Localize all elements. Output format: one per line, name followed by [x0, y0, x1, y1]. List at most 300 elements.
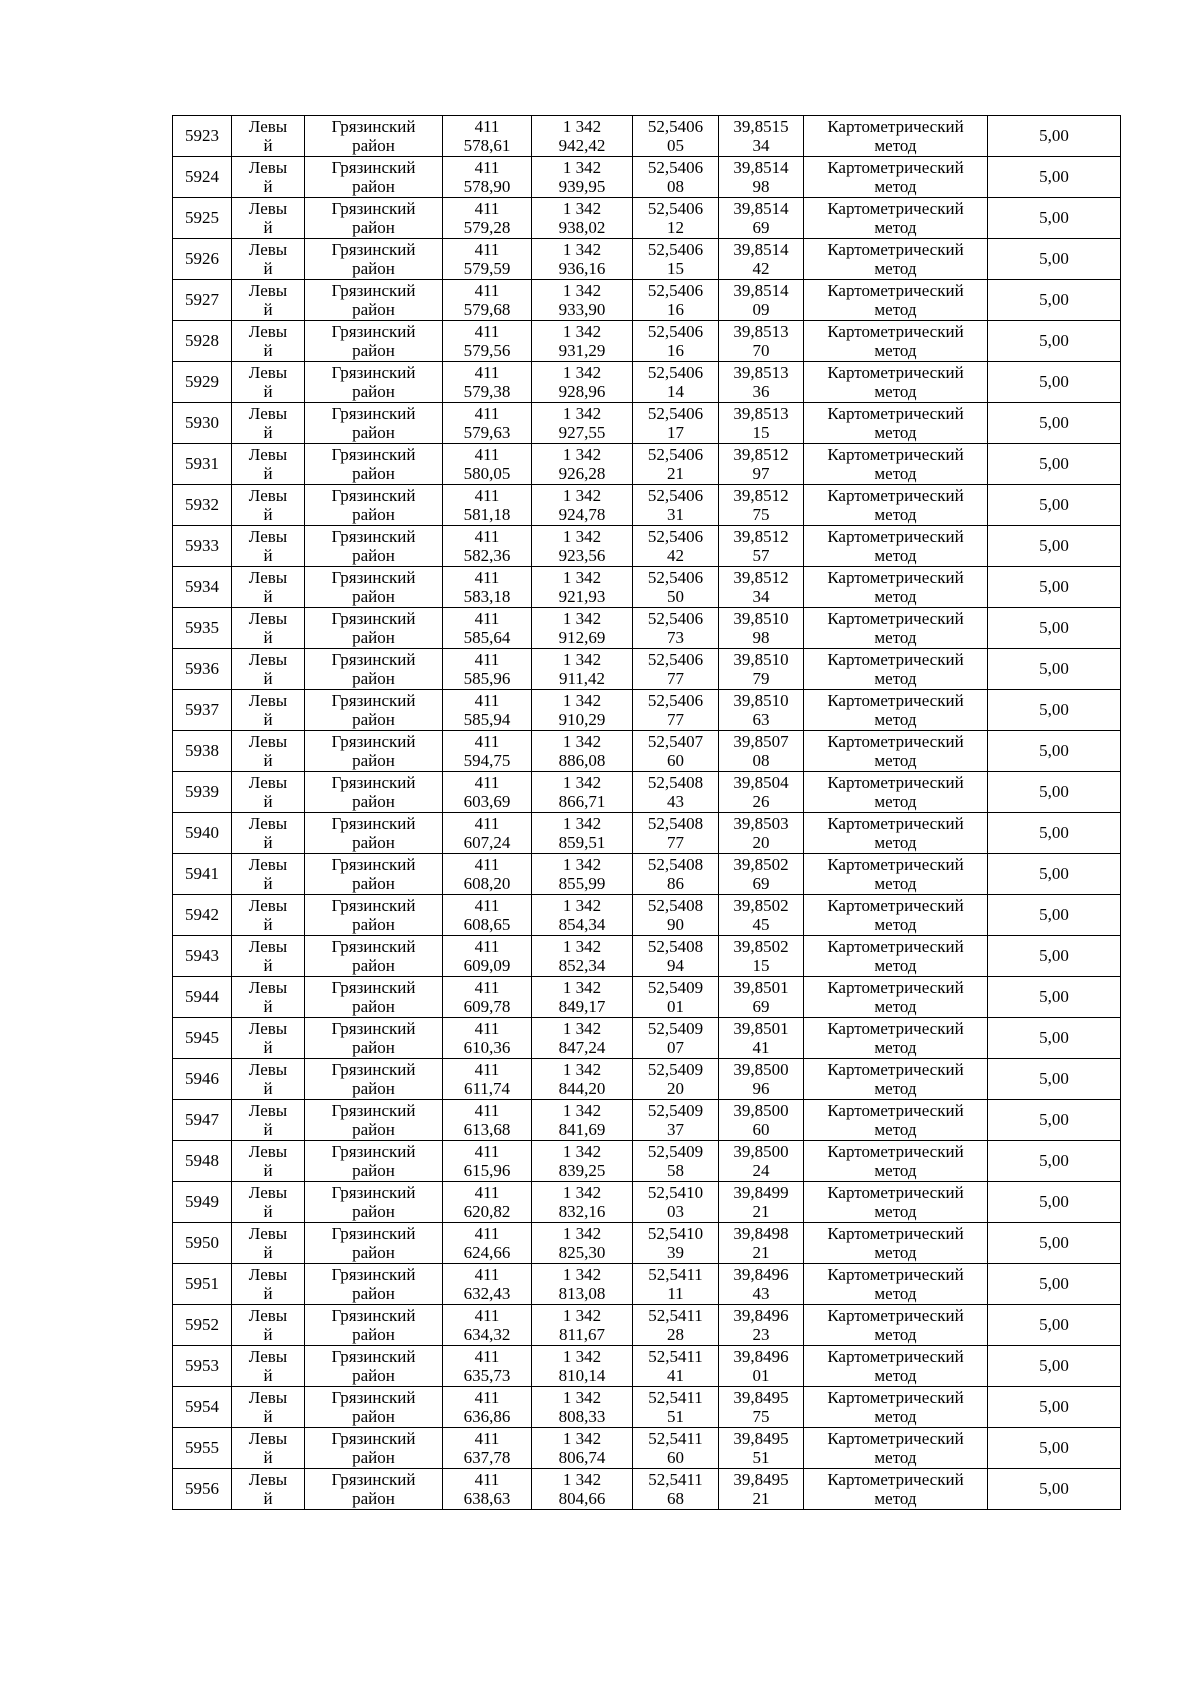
side-cell: [232, 362, 305, 403]
method-cell: [804, 731, 988, 772]
method-text: метод: [874, 1161, 917, 1180]
y-coordinate-text: 1 342: [562, 895, 602, 915]
latitude-text: 77: [667, 669, 684, 688]
accuracy-text: 5,00: [1039, 1151, 1069, 1171]
y-coordinate-text: 841,69: [558, 1120, 606, 1139]
y-coordinate-text: 1 342: [562, 854, 602, 874]
side-cell: [232, 1469, 305, 1510]
method-cell: [804, 854, 988, 895]
latitude-text: 52,5406: [647, 403, 704, 423]
longitude-text: 36: [752, 382, 770, 401]
district-text: район: [352, 997, 395, 1016]
y-coordinate-cell: [532, 567, 633, 608]
x-coordinate-text: 594,75: [463, 751, 511, 770]
accuracy-text: 5,00: [1039, 659, 1069, 679]
method-cell: [804, 321, 988, 362]
side-cell: [232, 731, 305, 772]
longitude-cell: [719, 116, 804, 157]
latitude-text: 52,5409: [647, 1141, 704, 1161]
district-cell: [305, 854, 443, 895]
district-text: район: [352, 136, 395, 155]
side-cell: [232, 690, 305, 731]
district-cell: [305, 444, 443, 485]
method-text: Картометрический: [827, 280, 964, 300]
district-text: район: [352, 546, 395, 565]
longitude-cell: [719, 1469, 804, 1510]
latitude-cell: [633, 485, 719, 526]
accuracy-cell: [988, 854, 1121, 895]
y-coordinate-text: 912,69: [558, 628, 606, 647]
district-cell: [305, 280, 443, 321]
longitude-text: 39,8503: [733, 813, 789, 833]
latitude-text: 42: [667, 546, 684, 565]
side-text: Левы: [248, 772, 288, 792]
district-text: район: [352, 1448, 395, 1467]
latitude-cell: [633, 1100, 719, 1141]
method-text: Картометрический: [827, 567, 964, 587]
side-text: й: [263, 956, 273, 975]
x-coordinate-cell: [443, 198, 532, 239]
latitude-cell: [633, 403, 719, 444]
accuracy-cell: [988, 1223, 1121, 1264]
accuracy-text: 5,00: [1039, 208, 1069, 228]
district-text: Грязинский: [331, 198, 416, 218]
point-number-text: 5956: [185, 1479, 219, 1499]
side-text: Левы: [248, 1428, 288, 1448]
x-coordinate-cell: [443, 321, 532, 362]
latitude-cell: [633, 854, 719, 895]
latitude-text: 52,5406: [647, 567, 704, 587]
y-coordinate-text: 1 342: [562, 1264, 602, 1284]
point-number-cell: [173, 690, 232, 731]
point-number-cell: [173, 321, 232, 362]
longitude-text: 39,8501: [733, 1018, 789, 1038]
y-coordinate-cell: [532, 977, 633, 1018]
longitude-text: 39,8514: [733, 198, 789, 218]
method-cell: [804, 567, 988, 608]
x-coordinate-text: 611,74: [463, 1079, 511, 1098]
latitude-text: 41: [667, 1366, 684, 1385]
y-coordinate-cell: [532, 1469, 633, 1510]
y-coordinate-text: 1 342: [562, 690, 602, 710]
method-text: метод: [874, 218, 917, 237]
side-text: Левы: [248, 1059, 288, 1079]
district-cell: [305, 731, 443, 772]
district-cell: [305, 1469, 443, 1510]
side-text: й: [263, 1161, 273, 1180]
y-coordinate-cell: [532, 116, 633, 157]
method-text: метод: [874, 423, 917, 442]
longitude-text: 39,8512: [733, 444, 789, 464]
x-coordinate-text: 411: [474, 239, 500, 259]
longitude-text: 21: [752, 1243, 770, 1262]
latitude-text: 52,5410: [647, 1223, 704, 1243]
point-number-cell: [173, 1428, 232, 1469]
longitude-cell: [719, 403, 804, 444]
accuracy-text: 5,00: [1039, 905, 1069, 925]
point-number-text: 5945: [185, 1028, 219, 1048]
longitude-text: 97: [752, 464, 770, 483]
side-text: й: [263, 259, 273, 278]
side-text: й: [263, 628, 273, 647]
accuracy-text: 5,00: [1039, 946, 1069, 966]
side-cell: [232, 1223, 305, 1264]
side-cell: [232, 649, 305, 690]
point-number-cell: [173, 1264, 232, 1305]
method-text: метод: [874, 1243, 917, 1262]
side-text: й: [263, 136, 273, 155]
district-cell: [305, 690, 443, 731]
y-coordinate-text: 938,02: [558, 218, 606, 237]
y-coordinate-text: 1 342: [562, 1223, 602, 1243]
point-number-text: 5935: [185, 618, 219, 638]
accuracy-text: 5,00: [1039, 782, 1069, 802]
accuracy-cell: [988, 608, 1121, 649]
point-number-text: 5930: [185, 413, 219, 433]
district-text: район: [352, 669, 395, 688]
y-coordinate-text: 910,29: [558, 710, 606, 729]
accuracy-cell: [988, 403, 1121, 444]
x-coordinate-text: 411: [474, 649, 500, 669]
method-text: Картометрический: [827, 977, 964, 997]
longitude-text: 39,8502: [733, 854, 789, 874]
table-row: [173, 895, 1121, 936]
latitude-text: 16: [667, 300, 684, 319]
method-text: метод: [874, 792, 917, 811]
longitude-text: 09: [752, 300, 770, 319]
method-text: Картометрический: [827, 1428, 964, 1448]
method-text: метод: [874, 136, 917, 155]
side-text: Левы: [248, 1264, 288, 1284]
side-text: Левы: [248, 116, 288, 136]
method-text: метод: [874, 1284, 917, 1303]
table-row: [173, 280, 1121, 321]
x-coordinate-text: 585,96: [463, 669, 511, 688]
point-number-cell: [173, 1141, 232, 1182]
latitude-text: 14: [667, 382, 684, 401]
accuracy-cell: [988, 239, 1121, 280]
point-number-text: 5939: [185, 782, 219, 802]
table-row: [173, 1387, 1121, 1428]
latitude-text: 52,5411: [648, 1469, 703, 1489]
accuracy-text: 5,00: [1039, 1192, 1069, 1212]
x-coordinate-cell: [443, 157, 532, 198]
accuracy-cell: [988, 485, 1121, 526]
accuracy-cell: [988, 567, 1121, 608]
side-text: й: [263, 792, 273, 811]
y-coordinate-text: 911,42: [558, 669, 606, 688]
latitude-cell: [633, 567, 719, 608]
side-text: й: [263, 177, 273, 196]
accuracy-text: 5,00: [1039, 1397, 1069, 1417]
side-cell: [232, 1100, 305, 1141]
method-text: Картометрический: [827, 1100, 964, 1120]
point-number-text: 5931: [185, 454, 219, 474]
latitude-text: 28: [667, 1325, 684, 1344]
point-number-text: 5941: [185, 864, 219, 884]
method-text: метод: [874, 300, 917, 319]
accuracy-text: 5,00: [1039, 1110, 1069, 1130]
y-coordinate-text: 1 342: [562, 1141, 602, 1161]
x-coordinate-text: 579,38: [463, 382, 511, 401]
latitude-cell: [633, 690, 719, 731]
side-cell: [232, 1141, 305, 1182]
accuracy-cell: [988, 895, 1121, 936]
accuracy-text: 5,00: [1039, 1069, 1069, 1089]
x-coordinate-cell: [443, 526, 532, 567]
point-number-cell: [173, 444, 232, 485]
longitude-text: 39,8507: [733, 731, 789, 751]
side-text: й: [263, 341, 273, 360]
method-cell: [804, 280, 988, 321]
method-text: метод: [874, 628, 917, 647]
side-text: й: [263, 1079, 273, 1098]
latitude-text: 52,5408: [647, 854, 704, 874]
district-cell: [305, 895, 443, 936]
district-text: Грязинский: [331, 1100, 416, 1120]
side-cell: [232, 280, 305, 321]
latitude-cell: [633, 526, 719, 567]
method-text: метод: [874, 997, 917, 1016]
x-coordinate-text: 411: [474, 1346, 500, 1366]
latitude-text: 17: [667, 423, 684, 442]
y-coordinate-text: 1 342: [562, 1428, 602, 1448]
point-number-cell: [173, 1223, 232, 1264]
side-cell: [232, 116, 305, 157]
longitude-text: 39,8512: [733, 567, 789, 587]
latitude-text: 50: [667, 587, 684, 606]
point-number-cell: [173, 485, 232, 526]
accuracy-cell: [988, 280, 1121, 321]
latitude-cell: [633, 239, 719, 280]
method-text: метод: [874, 669, 917, 688]
district-cell: [305, 198, 443, 239]
method-text: метод: [874, 1325, 917, 1344]
longitude-text: 39,8513: [733, 362, 789, 382]
side-text: Левы: [248, 198, 288, 218]
longitude-cell: [719, 649, 804, 690]
y-coordinate-cell: [532, 895, 633, 936]
latitude-text: 01: [667, 997, 684, 1016]
table-row: [173, 116, 1121, 157]
longitude-text: 39,8495: [733, 1428, 789, 1448]
side-text: Левы: [248, 362, 288, 382]
method-text: Картометрический: [827, 608, 964, 628]
latitude-cell: [633, 1305, 719, 1346]
latitude-cell: [633, 1346, 719, 1387]
x-coordinate-text: 411: [474, 813, 500, 833]
district-cell: [305, 813, 443, 854]
longitude-cell: [719, 567, 804, 608]
method-text: Картометрический: [827, 936, 964, 956]
y-coordinate-text: 1 342: [562, 444, 602, 464]
x-coordinate-text: 411: [474, 1264, 500, 1284]
y-coordinate-text: 927,55: [558, 423, 606, 442]
x-coordinate-text: 579,59: [463, 259, 511, 278]
method-cell: [804, 485, 988, 526]
longitude-text: 39,8496: [733, 1346, 789, 1366]
accuracy-cell: [988, 321, 1121, 362]
point-number-text: 5943: [185, 946, 219, 966]
x-coordinate-text: 634,32: [463, 1325, 511, 1344]
latitude-text: 52,5406: [647, 649, 704, 669]
latitude-text: 52,5408: [647, 895, 704, 915]
table-row: [173, 608, 1121, 649]
district-text: Грязинский: [331, 1469, 416, 1489]
y-coordinate-cell: [532, 649, 633, 690]
x-coordinate-text: 411: [474, 526, 500, 546]
district-cell: [305, 239, 443, 280]
point-number-text: 5953: [185, 1356, 219, 1376]
district-text: Грязинский: [331, 1018, 416, 1038]
y-coordinate-text: 931,29: [558, 341, 606, 360]
x-coordinate-cell: [443, 1469, 532, 1510]
district-text: район: [352, 587, 395, 606]
longitude-text: 39,8514: [733, 157, 789, 177]
point-number-text: 5940: [185, 823, 219, 843]
longitude-text: 21: [752, 1202, 770, 1221]
latitude-text: 52,5406: [647, 444, 704, 464]
longitude-cell: [719, 690, 804, 731]
side-cell: [232, 772, 305, 813]
table-row: [173, 1346, 1121, 1387]
longitude-text: 75: [752, 505, 770, 524]
side-text: й: [263, 546, 273, 565]
x-coordinate-text: 411: [474, 690, 500, 710]
x-coordinate-text: 608,65: [463, 915, 511, 934]
point-number-cell: [173, 157, 232, 198]
longitude-text: 21: [752, 1489, 770, 1508]
side-cell: [232, 813, 305, 854]
accuracy-cell: [988, 526, 1121, 567]
point-number-cell: [173, 1346, 232, 1387]
accuracy-cell: [988, 1469, 1121, 1510]
y-coordinate-text: 1 342: [562, 1346, 602, 1366]
longitude-cell: [719, 526, 804, 567]
y-coordinate-cell: [532, 854, 633, 895]
y-coordinate-cell: [532, 198, 633, 239]
district-cell: [305, 772, 443, 813]
longitude-cell: [719, 977, 804, 1018]
point-number-text: 5951: [185, 1274, 219, 1294]
method-text: Картометрический: [827, 1059, 964, 1079]
method-cell: [804, 239, 988, 280]
accuracy-text: 5,00: [1039, 618, 1069, 638]
table-row: [173, 321, 1121, 362]
accuracy-cell: [988, 116, 1121, 157]
accuracy-cell: [988, 690, 1121, 731]
district-text: Грязинский: [331, 1141, 416, 1161]
method-cell: [804, 1305, 988, 1346]
district-text: Грязинский: [331, 854, 416, 874]
point-number-text: 5932: [185, 495, 219, 515]
table-row: [173, 813, 1121, 854]
latitude-text: 52,5409: [647, 977, 704, 997]
method-text: Картометрический: [827, 895, 964, 915]
point-number-cell: [173, 1100, 232, 1141]
latitude-text: 11: [667, 1284, 684, 1303]
point-number-cell: [173, 362, 232, 403]
x-coordinate-cell: [443, 813, 532, 854]
latitude-text: 52,5406: [647, 198, 704, 218]
x-coordinate-cell: [443, 485, 532, 526]
side-text: й: [263, 997, 273, 1016]
side-text: й: [263, 1448, 273, 1467]
x-coordinate-text: 585,64: [463, 628, 511, 647]
x-coordinate-cell: [443, 1059, 532, 1100]
accuracy-text: 5,00: [1039, 536, 1069, 556]
district-text: Грязинский: [331, 1059, 416, 1079]
side-text: Левы: [248, 157, 288, 177]
side-text: й: [263, 1038, 273, 1057]
x-coordinate-text: 411: [474, 1059, 500, 1079]
side-cell: [232, 239, 305, 280]
point-number-cell: [173, 526, 232, 567]
x-coordinate-cell: [443, 403, 532, 444]
latitude-text: 20: [667, 1079, 684, 1098]
latitude-cell: [633, 198, 719, 239]
district-text: Грязинский: [331, 567, 416, 587]
side-text: Левы: [248, 567, 288, 587]
table-row: [173, 444, 1121, 485]
method-cell: [804, 1264, 988, 1305]
point-number-cell: [173, 1059, 232, 1100]
y-coordinate-cell: [532, 731, 633, 772]
latitude-text: 60: [667, 751, 684, 770]
longitude-cell: [719, 1428, 804, 1469]
x-coordinate-text: 411: [474, 772, 500, 792]
y-coordinate-text: 1 342: [562, 608, 602, 628]
side-text: й: [263, 1489, 273, 1508]
district-cell: [305, 608, 443, 649]
accuracy-text: 5,00: [1039, 126, 1069, 146]
point-number-cell: [173, 403, 232, 444]
district-text: район: [352, 505, 395, 524]
table-row: [173, 690, 1121, 731]
x-coordinate-text: 411: [474, 936, 500, 956]
method-text: метод: [874, 1079, 917, 1098]
x-coordinate-text: 579,68: [463, 300, 511, 319]
longitude-text: 70: [752, 341, 770, 360]
x-coordinate-cell: [443, 280, 532, 321]
x-coordinate-text: 411: [474, 362, 500, 382]
x-coordinate-text: 579,28: [463, 218, 511, 237]
district-cell: [305, 485, 443, 526]
y-coordinate-text: 1 342: [562, 1305, 602, 1325]
district-text: Грязинский: [331, 526, 416, 546]
point-number-cell: [173, 1469, 232, 1510]
x-coordinate-cell: [443, 772, 532, 813]
longitude-cell: [719, 1100, 804, 1141]
x-coordinate-text: 637,78: [463, 1448, 511, 1467]
point-number-text: 5926: [185, 249, 219, 269]
y-coordinate-text: 1 342: [562, 362, 602, 382]
y-coordinate-cell: [532, 772, 633, 813]
coordinates-table: [172, 115, 1121, 1510]
side-text: й: [263, 1366, 273, 1385]
method-text: метод: [874, 1448, 917, 1467]
table-row: [173, 239, 1121, 280]
x-coordinate-cell: [443, 1428, 532, 1469]
district-text: район: [352, 1325, 395, 1344]
side-text: Левы: [248, 608, 288, 628]
table-row: [173, 526, 1121, 567]
method-text: Картометрический: [827, 1141, 964, 1161]
point-number-text: 5944: [185, 987, 219, 1007]
side-cell: [232, 157, 305, 198]
district-text: район: [352, 1489, 395, 1508]
district-text: район: [352, 1038, 395, 1057]
